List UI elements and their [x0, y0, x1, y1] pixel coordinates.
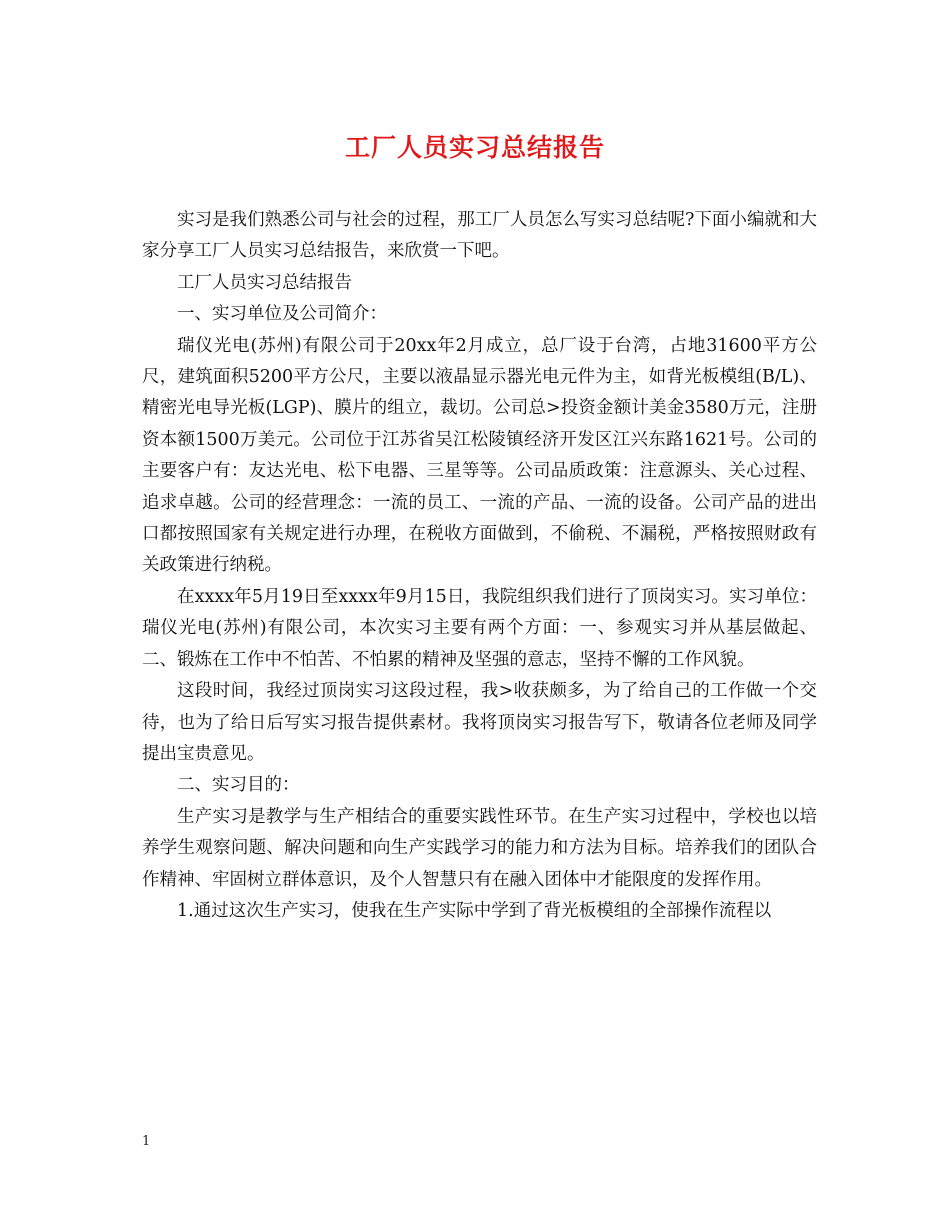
reflection-paragraph: 这段时间，我经过顶岗实习这段过程，我>收获颇多，为了给自己的工作做一个交待，也为了给日后写实习报告提供素材。我将顶岗实习报告写下，敬请各位老师及同学提出宝贵意见。 — [142, 681, 817, 764]
section-heading-purpose: 二、实习目的： — [177, 775, 300, 796]
list-item-1: 1.通过这次生产实习，使我在生产实际中学到了背光板模组的全部操作流程以 — [177, 900, 772, 921]
internship-period-paragraph: 在xxxx年5月19日至xxxx年9月15日，我院组织我们进行了顶岗实习。实习单位：瑞仪光电(苏州)有限公司，本次实习主要有两个方面：一、参观实习并从基层做起、二、锻炼在工作中不怕苦、不怕累的精神及坚强的意志，坚持不懈的工作风貌。 — [142, 586, 817, 670]
intro-paragraph: 实习是我们熟悉公司与社会的过程，那工厂人员怎么写实习总结呢?下面小编就和大家分享工厂人员实习总结报告，来欣赏一下吧。 — [142, 210, 817, 262]
document-title: 工厂人员实习总结报告 — [344, 133, 605, 162]
company-intro-paragraph: 瑞仪光电(苏州)有限公司于20xx年2月成立，总厂设于台湾，占地31600平方公尺，建筑面积5200平方公尺，主要以液晶显示器光电元件为主，如背光板模组(B/L)、精密光电导光板(LGP)、膜片的组立，裁切。公司总>投资金额计美金3580万元，注册资本额1500万美元。公司位于江苏省吴江松陵镇经济开发区江兴东路1621号。公司的主要客户有：友达光电、松下电器、三星等等。公司品质政策：注意源头、关心过程、追求卓越。公司的经营理念：一流的员工、一流的产品、一流的设备。公司产品的进出口都按照国家有关规定进行办理，在税收方面做到，不偷税、不漏税，严格按照财政有关政策进行纳税。 — [142, 335, 817, 576]
page-number: 1 — [142, 1134, 151, 1149]
purpose-paragraph: 生产实习是教学与生产相结合的重要实践性环节。在生产实习过程中，学校也以培养学生观察问题、解决问题和向生产实践学习的能力和方法为目标。培养我们的团队合作精神、牢固树立群体意识，及个人智慧只有在融入团体中才能限度的发挥作用。 — [142, 806, 817, 890]
report-subtitle: 工厂人员实习总结报告 — [177, 272, 352, 293]
document-body — [142, 205, 817, 927]
section-heading-company: 一、实习单位及公司简介： — [177, 304, 387, 325]
